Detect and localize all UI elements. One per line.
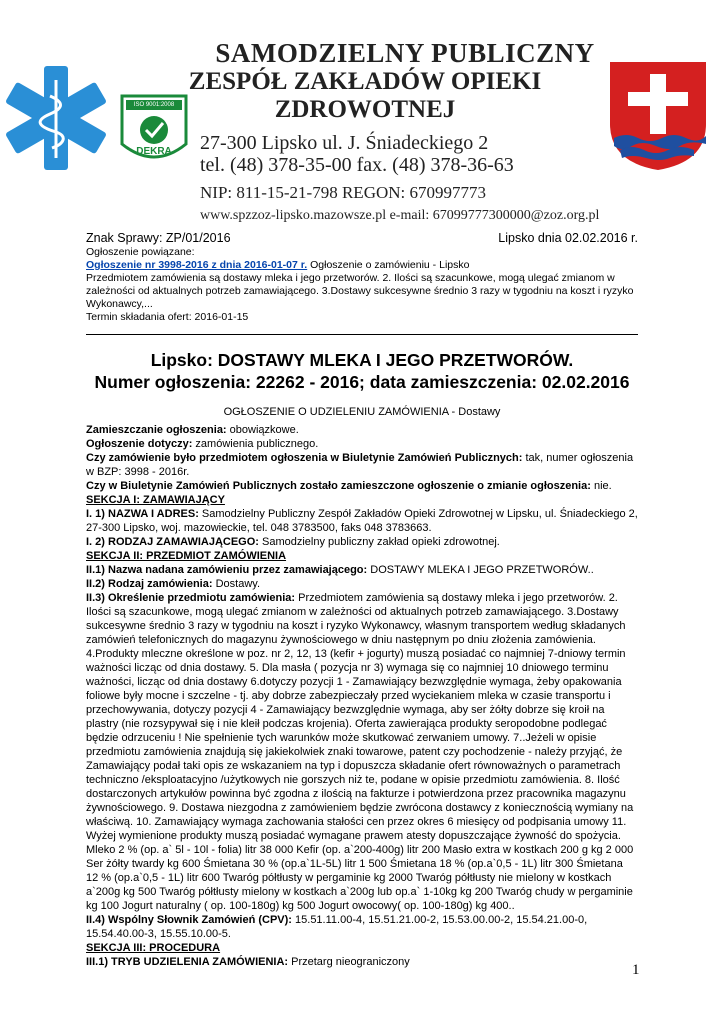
institution-ids: NIP: 811-15-21-798 REGON: 670997773 [200, 183, 486, 202]
badge-name: DEKRA [136, 146, 172, 157]
field-procedure: III.1) TRYB UDZIELENIA ZAMÓWIENIA: Przetarg nieograniczony [86, 956, 410, 968]
institution-address: 27-300 Lipsko ul. J. Śniadeckiego 2 [200, 132, 489, 154]
field-order-type: II.2) Rodzaj zamówienia: Dostawy. [86, 578, 261, 590]
notice-title: Lipsko: DOSTAWY MLEKA I JEGO PRZETWORÓW. Numer ogłoszenia: 22262 - 2016; data zamieszczenia: 02.02.2016 [94, 350, 630, 392]
page-number: 1 [632, 962, 640, 978]
case-number: Znak Sprawy: ZP/01/2016 [86, 231, 231, 245]
related-label: Ogłoszenie powiązane: [86, 246, 195, 258]
field-concerns: Ogłoszenie dotyczy: zamówienia publicznego. [86, 438, 319, 450]
institution-title-line2: ZESPÓŁ ZAKŁADÓW OPIEKI ZDROWOTNEJ [188, 68, 542, 123]
field-publication: Zamieszczanie ogłoszenia: obowiązkowe. [86, 424, 299, 436]
badge-top-text: ISO 9001:2008 [133, 102, 175, 108]
field-order-description: II.3) Określenie przedmiotu zamówienia: Przedmiotem zamówienia są dostawy mleka i jego przetworów. 2. Ilości są szacunkowe, mogą ulegać zmianom w zależności od aktualnych potrzeb zamawiającego. 3.Dostawy sukcesywne średnio 3 razy w tygodniu na koszt i ryzyko Wykonawcy, własnym transportem według składanych zamówień telefonicznych do magazynu żywnościowego w dniu następnym po dniu złożenia zamówienia. 4.Produkty mleczne określone w poz. nr 2, 12, 13 (kefir + jogurty) muszą posiadać co najmniej 7-dniowy termin ważności licząc od dnia dostawy. 5. Dla masła ( pozycja nr 3) wymaga się co najmniej 10 dniowego terminu ważności, licząc od dnia dostawy 6.dotyczy pozycji 1 - Zamawiający bezwzględnie wymaga, żeby opakowania foliowe były mocne i szczelne - tj. aby dobrze zabezpieczały przed wyciekaniem mleka w czasie transportu i przechowywania, dotyczy pozycji 4 - Zamawiający bezwzględnie wymaga, aby ser żółty dobrze się kroił na plastry (nie rozsypywał się i nie kleił podczas krojenia). Oferta zawierająca produkty seropodobne podlegać będzie odrzuceniu ! Nie spełnienie tych warunków może skutkować zerwaniem umowy. 7..Jeżeli w opisie przedmiotu zamówienia znajdują się jakiekolwiek znaki towarowe, patent czy pochodzenie - należy przyjąć, że Zamawiający podał taki opis ze wskazaniem na typ i dopuszcza składanie ofert równoważnych o parametrach techniczno /eksploatacyjno /użytkowych nie gorszych niż te, podane w opisie przedmiotu zamówienia. 8. Ilość dostarczonych artykułów powinna być zgodna z ilością na fakturze i potwierdzona przez pracownika magazynu żywnościowego. 9. Dostawa niezgodna z zamówieniem będzie zwrócona dostawcy z koniecznością wymiany na właściwą. 10. Zamawiający wymaga zachowania stałości cen przez okres 6 miesięcy od podpisania umowy 11. Wyżej wymienione produkty muszą posiadać wymagane prawem atesty dopuszczające żywność do spożycia. Mleko 2 % (op. a` 5l - 10l - folia) litr 38 000 Kefir (op. a`200-400g) litr 200 Masło extra w kostkach 200 g kg 2 000 Ser żółty twardy kg 600 Śmietana 30 % (op.a`1L-5L) litr 1 500 Śmietana 18 % (op.a`0,5 - 1L) litr 300 Śmietana 12 % (op.a`0,5 - 1L) litr 600 Twaróg półtłusty w pergaminie kg 2000 Twaróg półtłusty nie mielony w kostkach a`200g kg 500 Twaróg półtłusty mielony w kostkach a`200g lub op.a` 1-10kg kg 200 Twaróg chudy w pergaminie kg 100 Jogurt naturalny ( op. 100-180g) kg 500 Jogurt owocowy( op. 100-180g) kg 400.. [86, 592, 634, 912]
section-2-heading: SEKCJA II: PRZEDMIOT ZAMÓWIENIA [86, 550, 287, 562]
field-contracting-type: I. 2) RODZAJ ZAMAWIAJĄCEGO: Samodzielny publiczny zakład opieki zdrowotnej. [86, 536, 500, 548]
related-summary: Przedmiotem zamówienia są dostawy mleka i jego przetworów. 2. Ilości są szacunkowe, mogą ulegać zmianom w zależności od aktualnych potrzeb zamawiającego. 3.Dostawy sukcesywne średnio 3 razy w tygodniu na koszt i ryzyko Wykonawcy,... [86, 272, 634, 310]
letterhead-text [188, 38, 610, 224]
field-name-address: I. 1) NAZWA I ADRES: Samodzielny Publiczny Zespół Zakładów Opieki Zdrowotnej w Lipsku, ul. Śniadeckiego 2, 27-300 Lipsko, woj. mazowieckie, tel. 048 3783500, faks 048 3783663. [86, 508, 638, 534]
letterhead [0, 0, 724, 223]
section-3-heading: SEKCJA III: PROCEDURA [86, 942, 221, 954]
institution-title-line1: SAMODZIELNY PUBLICZNY [215, 38, 595, 68]
related-deadline: Termin składania ofert: 2016-01-15 [86, 311, 249, 323]
divider [86, 334, 638, 335]
coat-of-arms-icon [610, 62, 706, 170]
institution-web: www.spzzoz-lipsko.mazowsze.pl e-mail: 67099777300000@zoz.org.pl [200, 208, 600, 223]
section-1-heading: SEKCJA I: ZAMAWIAJĄCY [86, 494, 225, 506]
notice-type: OGŁOSZENIE O UDZIELENIU ZAMÓWIENIA - Dostawy [223, 406, 501, 418]
institution-phone: tel. (48) 378-35-00 fax. (48) 378-36-63 [200, 154, 514, 176]
field-cpv: II.4) Wspólny Słownik Zamówień (CPV): 15.51.11.00-4, 15.51.21.00-2, 15.53.00.00-2, 15.54.21.00-0, 15.54.40.00-3, 15.55.10.00-5. [86, 914, 588, 940]
reference-row [86, 230, 638, 246]
field-order-name: II.1) Nazwa nadana zamówieniu przez zamawiającego: DOSTAWY MLEKA I JEGO PRZETWORÓW.. [86, 564, 594, 576]
document-date: Lipsko dnia 02.02.2016 r. [498, 231, 638, 245]
field-change: Czy w Biuletynie Zamówień Publicznych zostało zamieszczone ogłoszenie o zmianie ogłoszenia: nie. [86, 480, 612, 492]
document-body [86, 230, 638, 969]
star-of-life-icon [6, 66, 106, 170]
field-bzp: Czy zamówienie było przedmiotem ogłoszenia w Biuletynie Zamówień Publicznych: tak, numer ogłoszenia w BZP: 3998 - 2016r. [86, 452, 634, 478]
related-notice-link[interactable]: Ogłoszenie nr 3998-2016 z dnia 2016-01-07 r. [86, 259, 308, 271]
related-notice: Ogłoszenie nr 3998-2016 z dnia 2016-01-07 r. Ogłoszenie o zamówieniu - Lipsko [86, 259, 470, 271]
